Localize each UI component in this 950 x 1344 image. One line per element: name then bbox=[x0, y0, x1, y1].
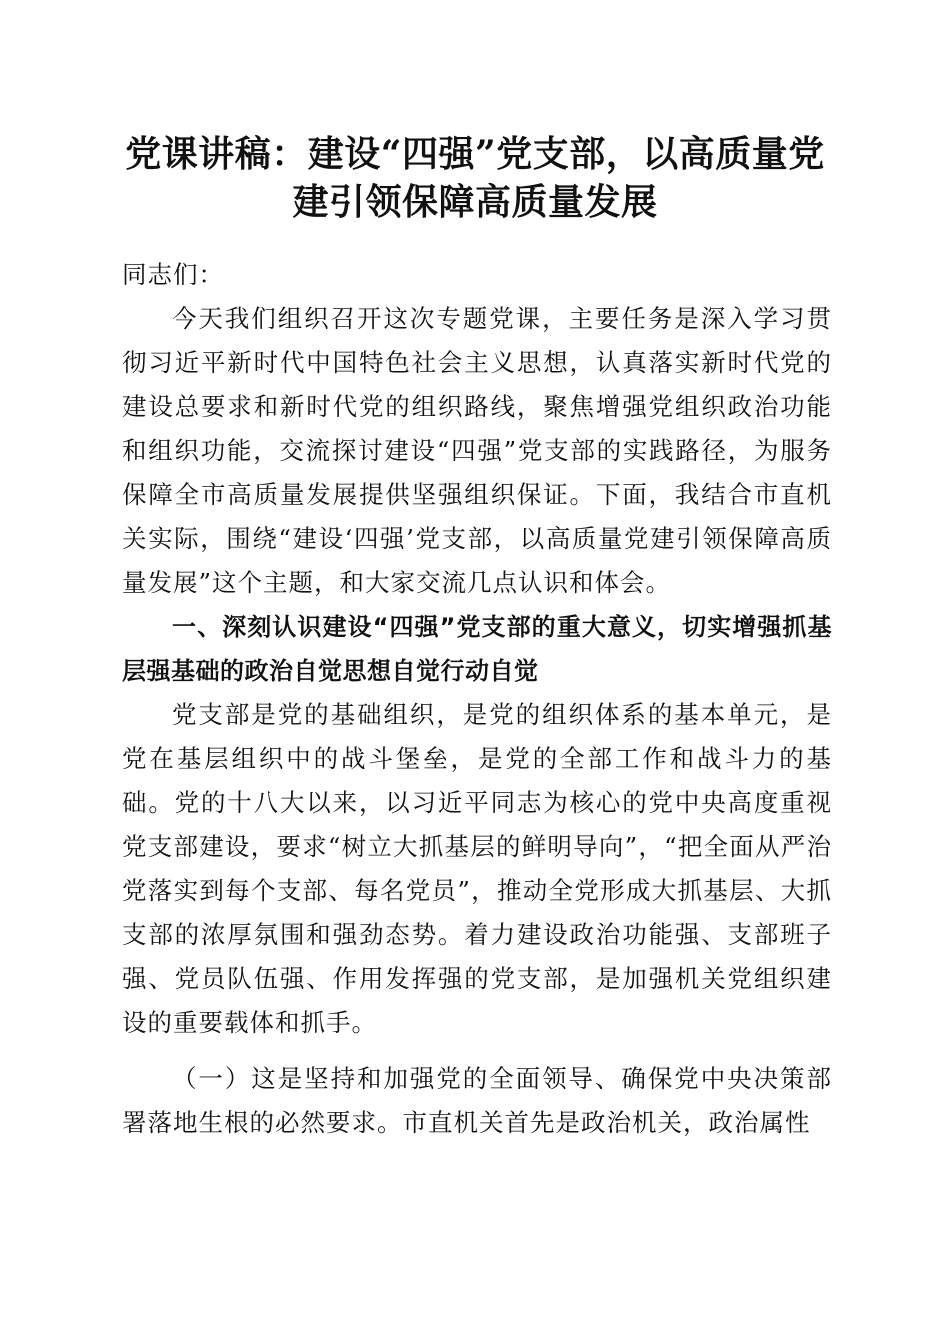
document-body bbox=[122, 253, 832, 1145]
document-title: 党课讲稿：建设“四强”党支部，以高质量党建引领保障高质量发展 bbox=[125, 133, 825, 223]
subsection-paragraph: （一）这是坚持和加强党的全面领导、确保党中央决策部署落地生根的必然要求。市直机关首先是政治机关，政治属性 bbox=[122, 1064, 832, 1137]
section-heading-1: 一、深刻认识建设“四强”党支部的重大意义，切实增强抓基层强基础的政治自觉思想自觉行动自觉 bbox=[122, 613, 832, 685]
greeting: 同志们： bbox=[122, 260, 224, 289]
body-paragraph: 党支部是党的基础组织，是党的组织体系的基本单元，是党在基层组织中的战斗堡垒，是党的全部工作和战斗力的基础。党的十八大以来，以习近平同志为核心的党中央高度重视党支部建设，要求“树立大抓基层的鲜明导向”，“把全面从严治党落实到每个支部、每名党员”，推动全党形成大抓基层、大抓支部的浓厚氛围和强劲态势。着力建设政治功能强、支部班子强、党员队伍强、作用发挥强的党支部，是加强机关党组织建设的重要载体和抓手。 bbox=[122, 700, 832, 1037]
intro-paragraph: 今天我们组织召开这次专题党课，主要任务是深入学习贯彻习近平新时代中国特色社会主义思想，认真落实新时代党的建设总要求和新时代党的组织路线，聚焦增强党组织政治功能和组织功能，交流探讨建设“四强”党支部的实践路径，为服务保障全市高质量发展提供坚强组织保证。下面，我结合市直机关实际，围绕“建设‘四强’党支部，以高质量党建引领保障高质量发展”这个主题，和大家交流几点认识和体会。 bbox=[122, 304, 832, 597]
